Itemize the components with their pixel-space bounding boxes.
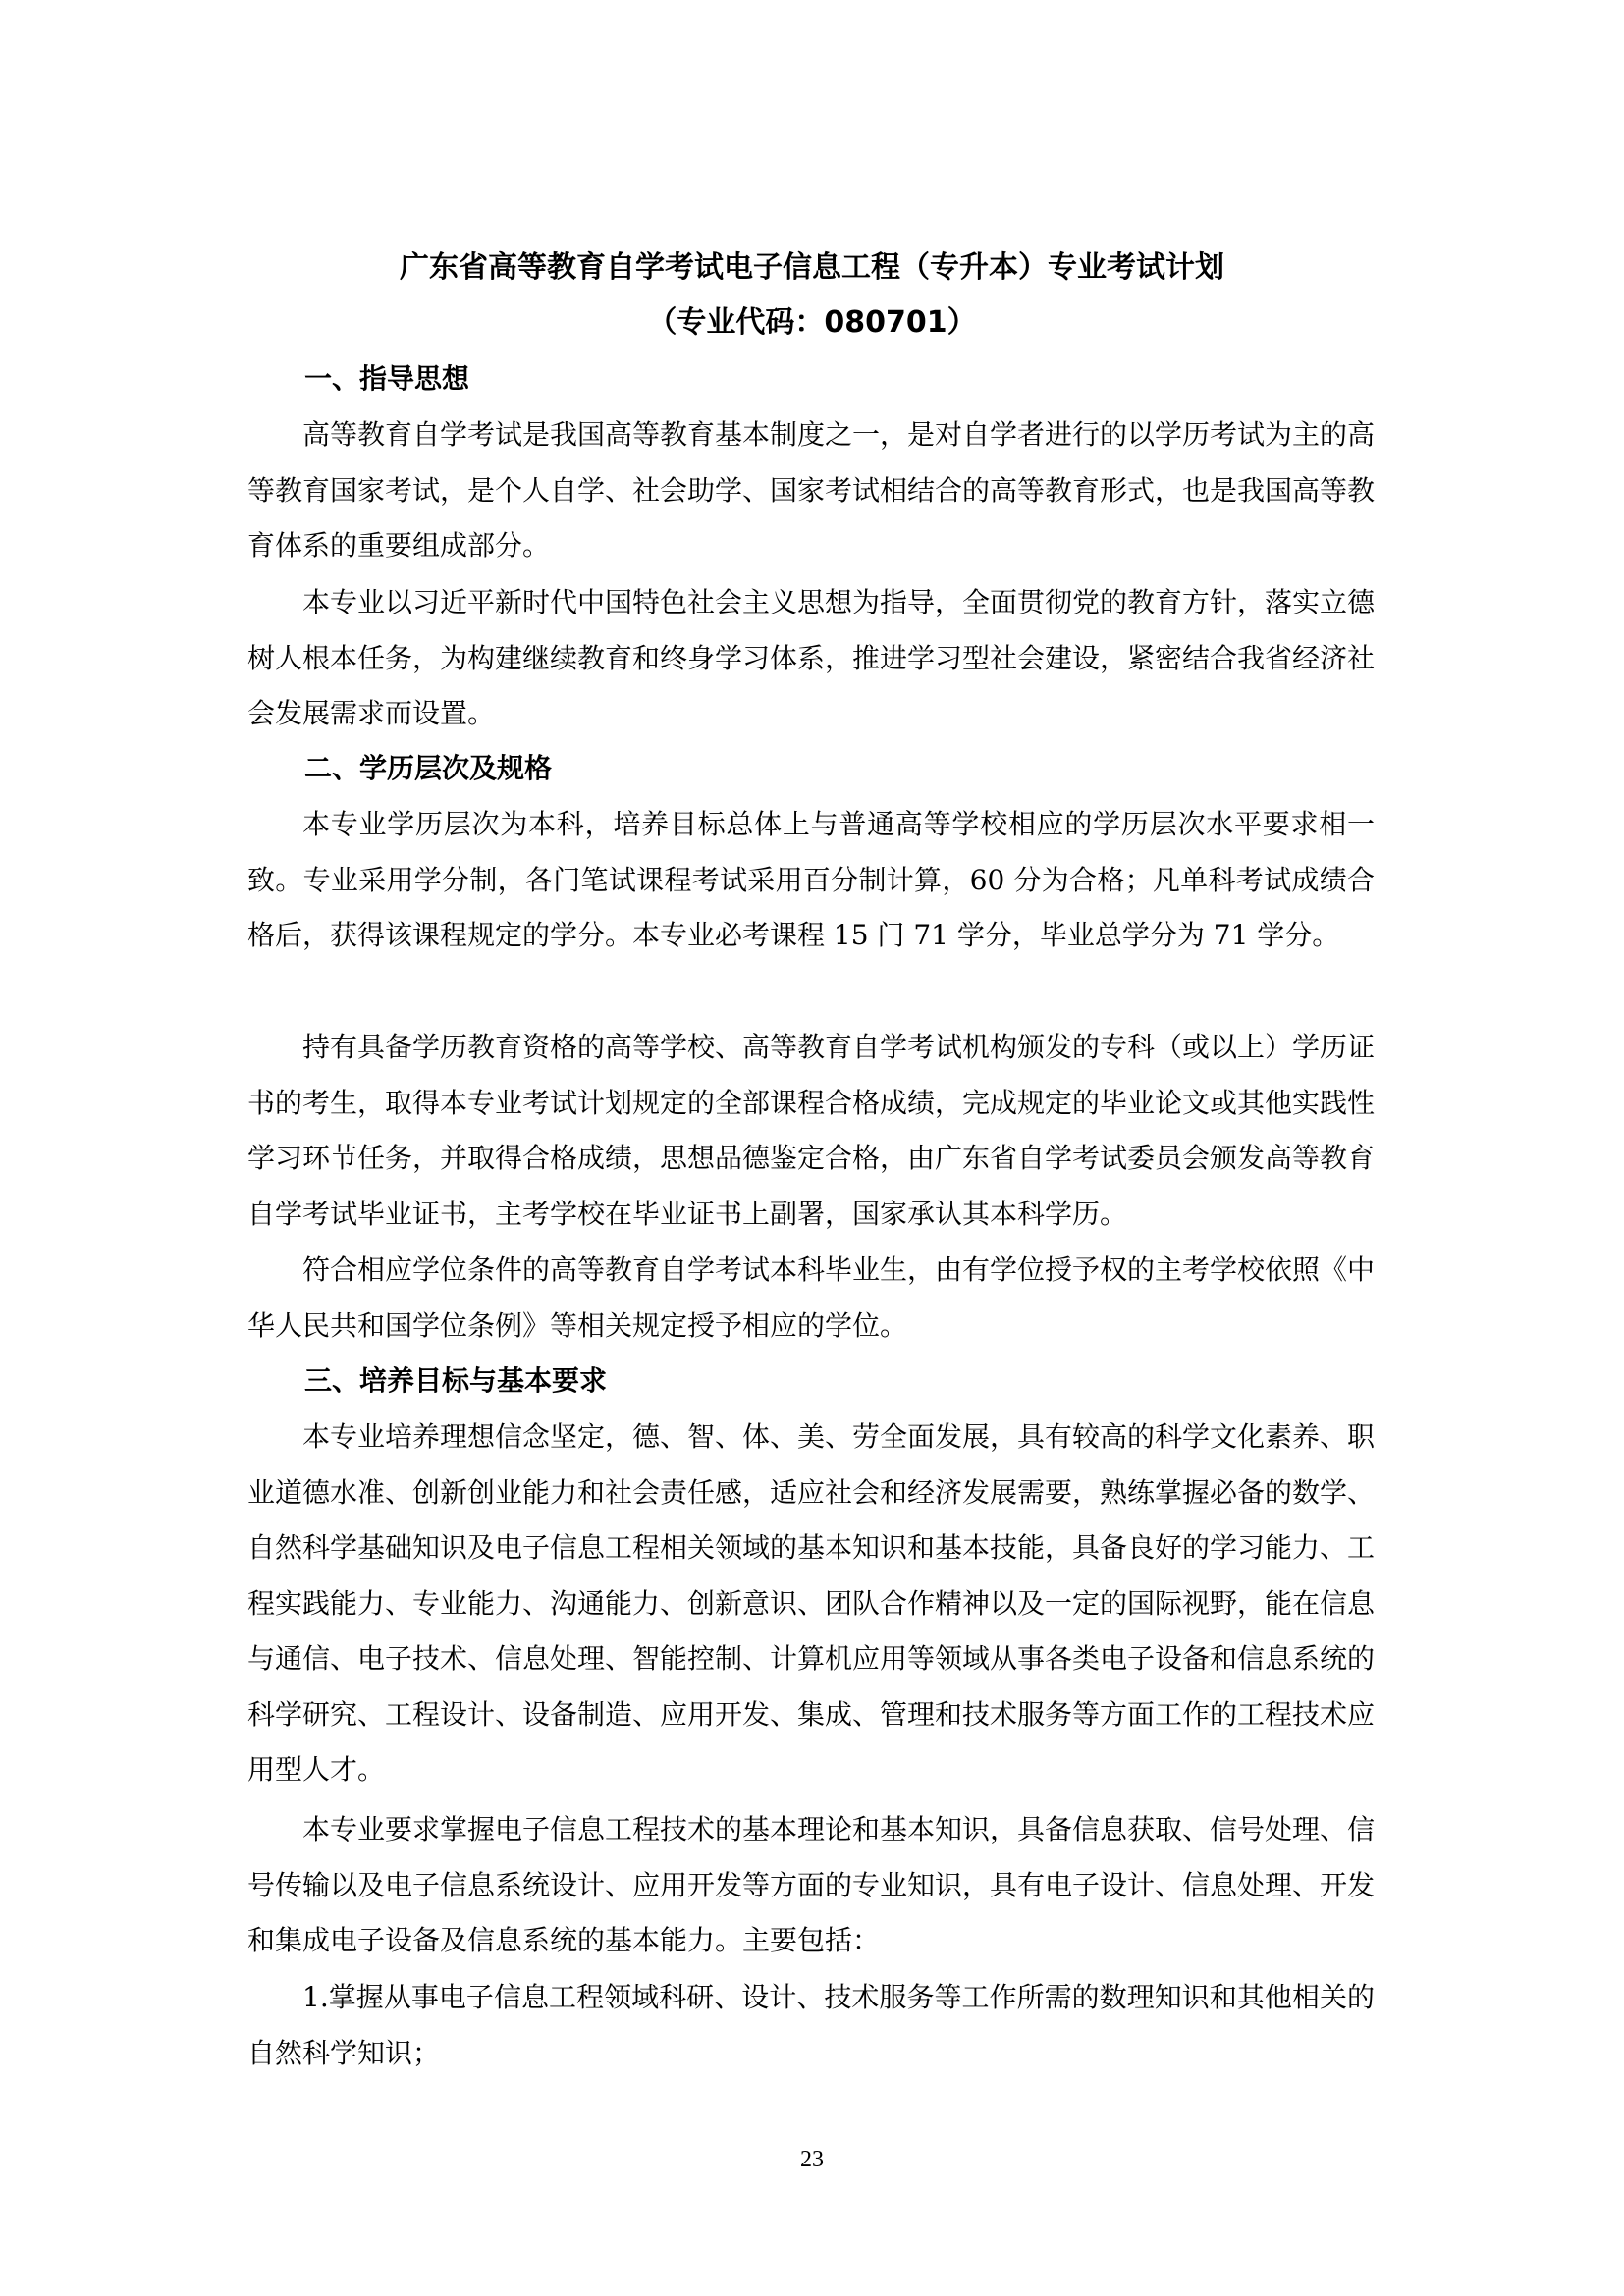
- section-2-paragraph-1: 本专业学历层次为本科，培养目标总体上与普通高等学校相应的学历层次水平要求相一致。专业采用学分制，各门笔试课程考试采用百分制计算，60 分为合格；凡单科考试成绩合格后，获得该课程规定的学分。本专业必考课程 15 门 71 学分，毕业总学分为 71 学分。: [247, 808, 1375, 951]
- section-heading-guiding-ideology: 一、指导思想: [304, 362, 470, 395]
- section-heading-training-objectives: 三、培养目标与基本要求: [304, 1364, 608, 1397]
- section-1-paragraph-1: 高等教育自学考试是我国高等教育基本制度之一，是对自学者进行的以学历考试为主的高等教育国家考试，是个人自学、社会助学、国家考试相结合的高等教育形式，也是我国高等教育体系的重要组成部分。: [247, 418, 1376, 561]
- document-subtitle: （专业代码：080701）: [647, 305, 977, 340]
- section-2-paragraph-2: 持有具备学历教育资格的高等学校、高等教育自学考试机构颁发的专科（或以上）学历证书的考生，取得本专业考试计划规定的全部课程合格成绩，完成规定的毕业论文或其他实践性学习环节任务，并取得合格成绩，思想品德鉴定合格，由广东省自学考试委员会颁发高等教育自学考试毕业证书，主考学校在毕业证书上副署，国家承认其本科学历。: [247, 1031, 1376, 1230]
- page-number: 23: [800, 2147, 824, 2172]
- section-3-paragraph-2: 本专业要求掌握电子信息工程技术的基本理论和基本知识，具备信息获取、信号处理、信号传输以及电子信息系统设计、应用开发等方面的专业知识，具有电子设计、信息处理、开发和集成电子设备及信息系统的基本能力。主要包括：: [247, 1813, 1376, 1956]
- section-3-paragraph-1: 本专业培养理想信念坚定，德、智、体、美、劳全面发展，具有较高的科学文化素养、职业道德水准、创新创业能力和社会责任感，适应社会和经济发展需要，熟练掌握必备的数学、自然科学基础知识及电子信息工程相关领域的基本知识和基本技能，具备良好的学习能力、工程实践能力、专业能力、沟通能力、创新意识、团队合作精神以及一定的国际视野，能在信息与通信、电子技术、信息处理、智能控制、计算机应用等领域从事各类电子设备和信息系统的科学研究、工程设计、设备制造、应用开发、集成、管理和技术服务等方面工作的工程技术应用型人才。: [247, 1420, 1376, 1786]
- section-2-paragraph-3: 符合相应学位条件的高等教育自学考试本科毕业生，由有学位授予权的主考学校依照《中华人民共和国学位条例》等相关规定授予相应的学位。: [247, 1254, 1376, 1342]
- section-1-paragraph-2: 本专业以习近平新时代中国特色社会主义思想为指导，全面贯彻党的教育方针，落实立德树人根本任务，为构建继续教育和终身学习体系，推进学习型社会建设，紧密结合我省经济社会发展需求而设置。: [247, 586, 1376, 729]
- section-3-paragraph-3: 1.掌握从事电子信息工程领域科研、设计、技术服务等工作所需的数理知识和其他相关的自然科学知识；: [247, 1981, 1375, 2069]
- section-heading-education-level: 二、学历层次及规格: [304, 752, 553, 784]
- document-title: 广东省高等教育自学考试电子信息工程（专升本）专业考试计划: [400, 250, 1224, 285]
